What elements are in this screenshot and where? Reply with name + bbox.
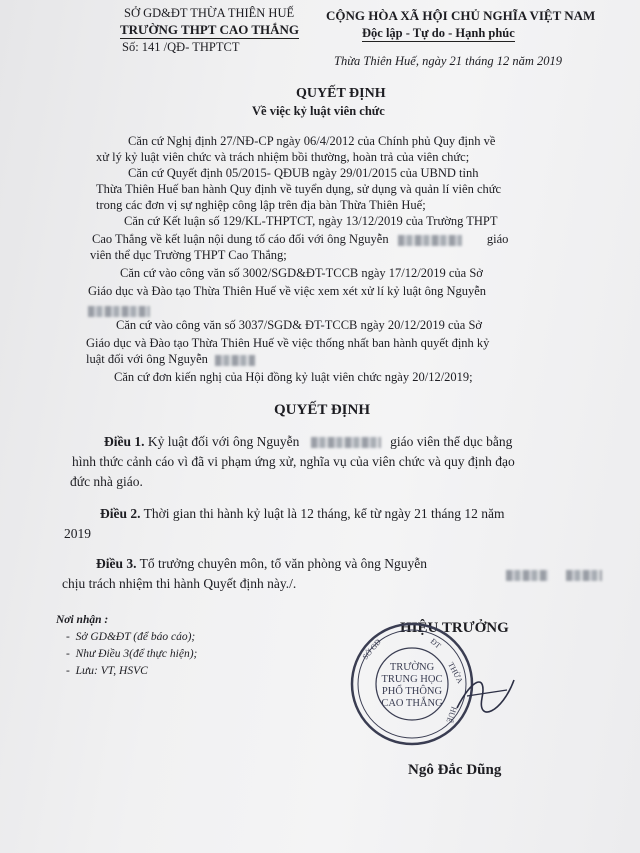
preamble-3b-text: Cao Thắng về kết luận nội dung tố cáo đối với ông Nguyễn <box>92 232 389 246</box>
recipient-item-3: Lưu: VT, HSVC <box>75 665 148 677</box>
article-2-text: Thời gian thi hành kỷ luật là 12 tháng, kể từ ngày 21 tháng 12 năm <box>143 506 505 521</box>
preamble-1b: xử lý kỷ luật viên chức và trách nhiệm bồi thường, hoàn trả của viên chức; <box>96 150 470 164</box>
svg-text:ĐT: ĐT <box>428 636 443 651</box>
preamble-5a: Căn cứ vào công văn số 3037/SGD& ĐT-TCCB ngày 20/12/2019 của Sở <box>116 318 483 332</box>
recipient-item-1: Sở GD&ĐT (để báo cáo); <box>75 631 196 643</box>
preamble-4b: Giáo dục và Đào tạo Thừa Thiên Huế về việc xem xét xử lí kỷ luật ông Nguyễn <box>88 284 487 298</box>
article-3 <box>96 556 427 572</box>
nation-motto: Độc lập - Tự do - Hạnh phúc <box>362 26 515 40</box>
article-1-line-3: đức nhà giáo. <box>70 474 143 489</box>
redacted-block-5b <box>566 570 602 581</box>
document-title: QUYẾT ĐỊNH <box>296 86 386 101</box>
svg-text:SỞ GD: SỞ GD <box>360 637 383 662</box>
preamble-6: Căn cứ đơn kiến nghị của Hội đồng kỷ luật viên chức ngày 20/12/2019; <box>114 370 473 384</box>
svg-text:THỪA: THỪA <box>446 660 465 685</box>
redacted-block-5a <box>506 570 548 581</box>
doc-number: Số: 141 /QĐ- THPTCT <box>122 40 240 54</box>
seal-line-3: PHỔ THÔNG <box>381 686 443 697</box>
redacted-name <box>398 235 462 246</box>
nation-title: CỘNG HÒA XÃ HỘI CHỦ NGHĨA VIỆT NAM <box>326 8 596 23</box>
org-line-2: TRƯỜNG THPT CAO THẮNG <box>120 22 300 37</box>
place-date: Thừa Thiên Huế, ngày 21 tháng 12 năm 2019 <box>334 54 562 68</box>
article-1-text: Kỷ luật đối với ông Nguyễn <box>147 434 300 449</box>
article-1 <box>104 434 512 450</box>
recipients-label: Nơi nhận : <box>56 614 109 626</box>
recipient-item: - Lưu: VT, HSVC <box>66 665 148 677</box>
article-1-label: Điều 1. <box>104 434 145 449</box>
seal-line-2: TRUNG HỌC <box>381 674 443 685</box>
preamble-3c: viên thể dục Trường THPT Cao Thắng; <box>90 248 287 262</box>
recipient-item: - Như Điều 3(để thực hiện); <box>66 648 198 660</box>
preamble-3b-tail: giáo <box>486 232 509 246</box>
redacted-block <box>88 306 150 317</box>
preamble-2a: Căn cứ Quyết định 05/2015- QĐUB ngày 29/01/2015 của UBND tỉnh <box>128 166 479 180</box>
article-3-label: Điều 3. <box>96 556 137 571</box>
seal-line-4: CAO THẮNG <box>381 698 443 709</box>
article-2 <box>100 506 505 522</box>
decision-heading: QUYẾT ĐỊNH <box>274 402 370 418</box>
org-line-1: SỞ GD&ĐT THỪA THIÊN HUẾ <box>124 6 295 20</box>
article-2-label: Điều 2. <box>100 506 141 521</box>
preamble-5c <box>86 352 255 367</box>
preamble-5c-text: luật đối với ông Nguyễn <box>86 352 208 366</box>
redacted-name-3 <box>215 355 255 366</box>
svg-text:HUẾ: HUẾ <box>444 705 459 724</box>
article-2-line-2: 2019 <box>64 526 91 541</box>
recipient-item-2: Như Điều 3(để thực hiện); <box>75 648 198 660</box>
preamble-5b: Giáo dục và Đào tạo Thừa Thiên Huế về việc thống nhất ban hành quyết định kỷ <box>86 336 490 350</box>
preamble-2b: Thừa Thiên Huế ban hành Quy định về tuyển dụng, sử dụng và quản lí viên chức <box>96 182 502 196</box>
document-subtitle: Về việc kỷ luật viên chức <box>252 104 385 118</box>
article-1-line-2: hình thức cảnh cáo vì đã vi phạm ứng xử, nghĩa vụ của viên chức và quy định đạo <box>72 454 515 469</box>
seal-line-1: TRƯỜNG <box>389 662 435 673</box>
preamble-3a: Căn cứ Kết luận số 129/KL-THPTCT, ngày 13/12/2019 của Trường THPT <box>124 214 498 228</box>
signer-name: Ngô Đắc Dũng <box>408 762 502 778</box>
preamble-3b <box>92 232 508 247</box>
preamble-1a: Căn cứ Nghị định 27/NĐ-CP ngày 06/4/2012 của Chính phủ Quy định về <box>128 134 496 148</box>
article-3-text: Tổ trưởng chuyên môn, tổ văn phòng và ông Nguyễn <box>139 556 428 571</box>
recipient-item: - Sở GD&ĐT (để báo cáo); <box>66 631 196 643</box>
redacted-name-5 <box>506 566 602 584</box>
article-1-tail: giáo viên thể dục bằng <box>390 434 513 449</box>
preamble-2c: trong các đơn vị sự nghiệp công lập trên địa bàn Thừa Thiên Huế; <box>96 198 426 212</box>
article-3-line-2: chịu trách nhiệm thi hành Quyết định này./. <box>62 576 297 591</box>
signer-role: HIỆU TRƯỞNG <box>400 620 509 636</box>
redacted-name-4 <box>311 437 381 448</box>
preamble-4a: Căn cứ vào công văn số 3002/SGD&ĐT-TCCB ngày 17/12/2019 của Sở <box>120 266 483 280</box>
handwritten-signature <box>452 668 522 718</box>
